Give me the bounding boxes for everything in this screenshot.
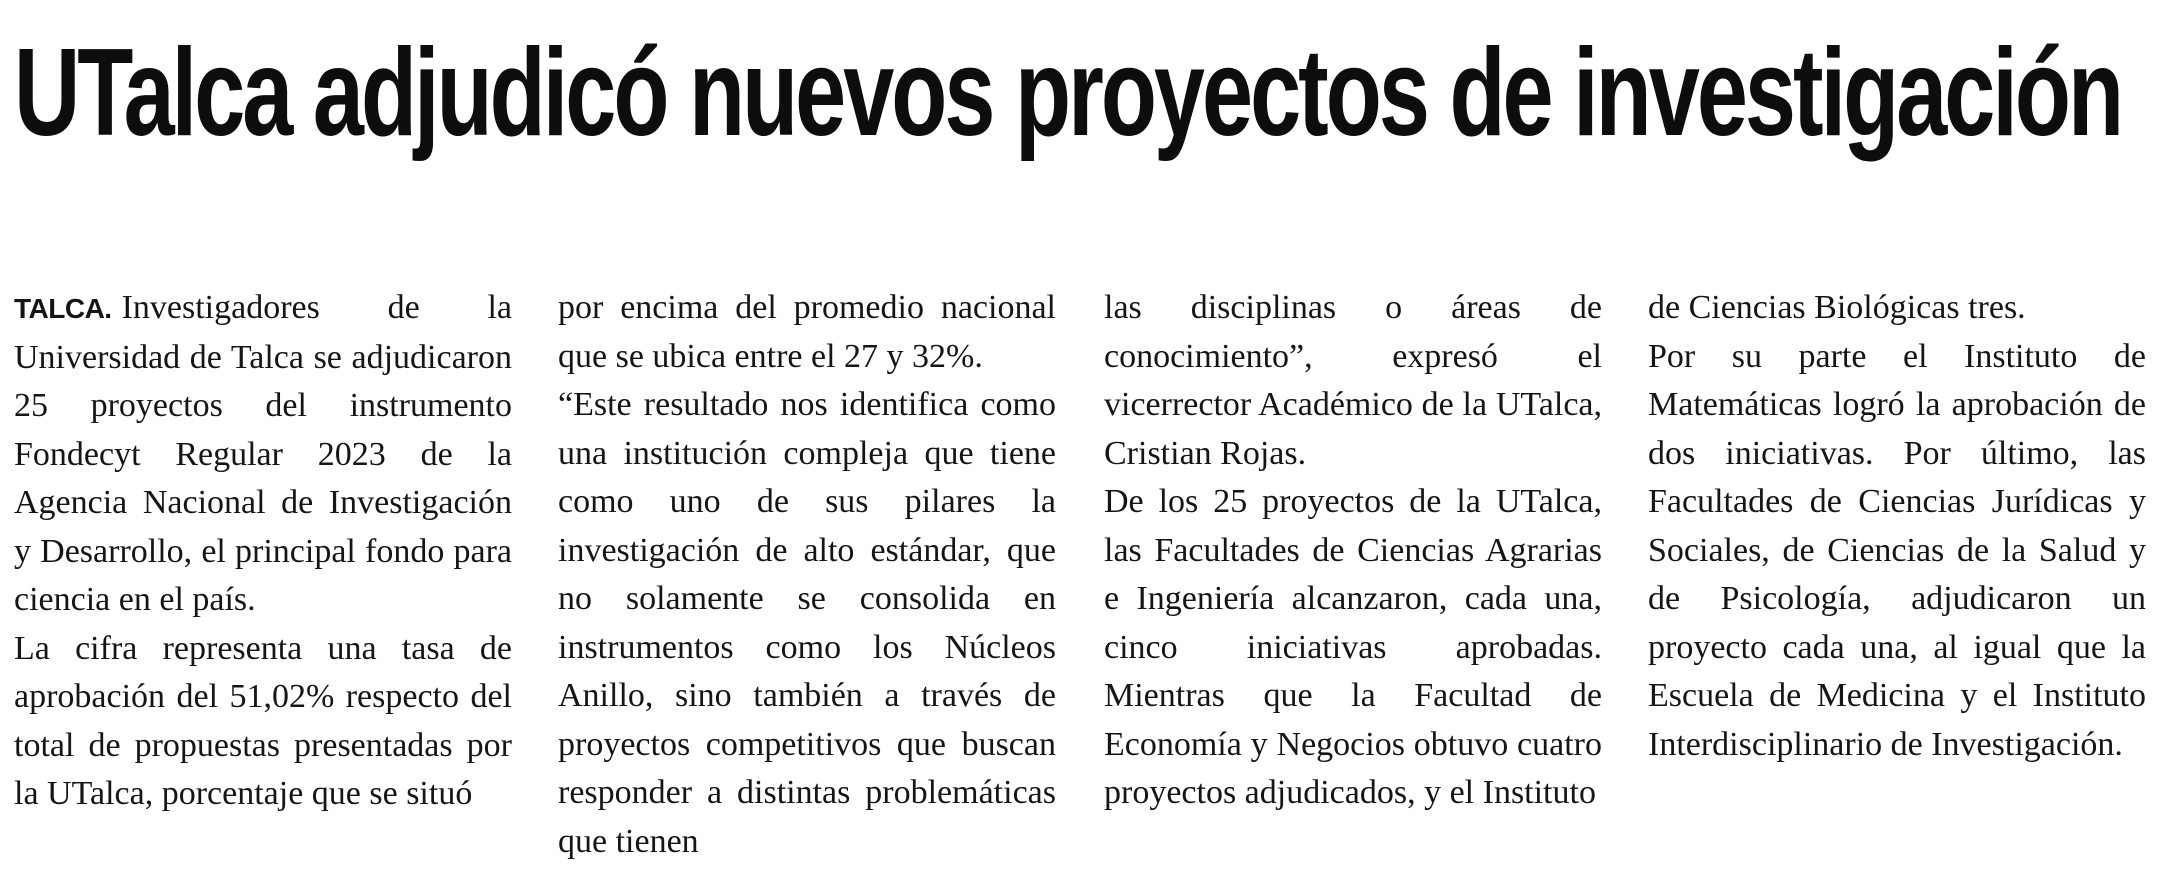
- article-paragraph: De los 25 proyectos de la UTalca, las Facultades de Ciencias Agrarias e Ingeniería alcanzaron, cada una, cinco iniciativas aprobadas. Mientras que la Facultad de Economía y Negocios obtuvo cuatro proyectos adjudicados, y el Instituto: [1104, 483, 1602, 811]
- article-paragraph: las disciplinas o áreas de conocimiento”, expresó el vicerrector Académico de la UTalca, Cristian Rojas.: [1104, 289, 1602, 472]
- article-paragraph: La cifra representa una tasa de aprobación del 51,02% respecto del total de propuestas presentadas por la UTalca, porcentaje que se situó: [14, 629, 512, 812]
- article-paragraph: por encima del promedio nacional que se ubica entre el 27 y 32%.: [558, 289, 1056, 375]
- article-column-3: [1104, 284, 1602, 818]
- article-paragraph: [14, 284, 512, 625]
- article-paragraph: “Este resultado nos identifica como una institución compleja que tiene como uno de sus pilares la investigación de alto estándar, que no solamente se consolida en instrumentos como los Núcleos Anillo, sino también a través de proyectos competitivos que buscan responder a distintas problemáticas que tienen: [558, 386, 1056, 860]
- article-column-4: [1648, 284, 2146, 769]
- dateline: TALCA.: [14, 293, 112, 324]
- article-column-1: [14, 284, 512, 819]
- article-paragraph: Por su parte el Instituto de Matemáticas logró la aprobación de dos iniciativas. Por último, las Facultades de Ciencias Jurídicas y Sociales, de Ciencias de la Salud y de Psicología, adjudicaron un proyecto cada una, al igual que la Escuela de Medicina y el Instituto Interdisciplinario de Investigación.: [1648, 337, 2146, 763]
- article-headline: UTalca adjudicó nuevos proyectos de investigación: [14, 24, 2122, 162]
- article-column-2: [558, 284, 1056, 866]
- paragraph-text: Investigadores de la Universidad de Talca se adjudicaron 25 proyectos del instrumento Fondecyt Regular 2023 de la Agencia Nacional de Investigación y Desarrollo, el principal fondo para ciencia en el país.: [14, 289, 512, 618]
- article-paragraph: de Ciencias Biológicas tres.: [1648, 289, 2026, 326]
